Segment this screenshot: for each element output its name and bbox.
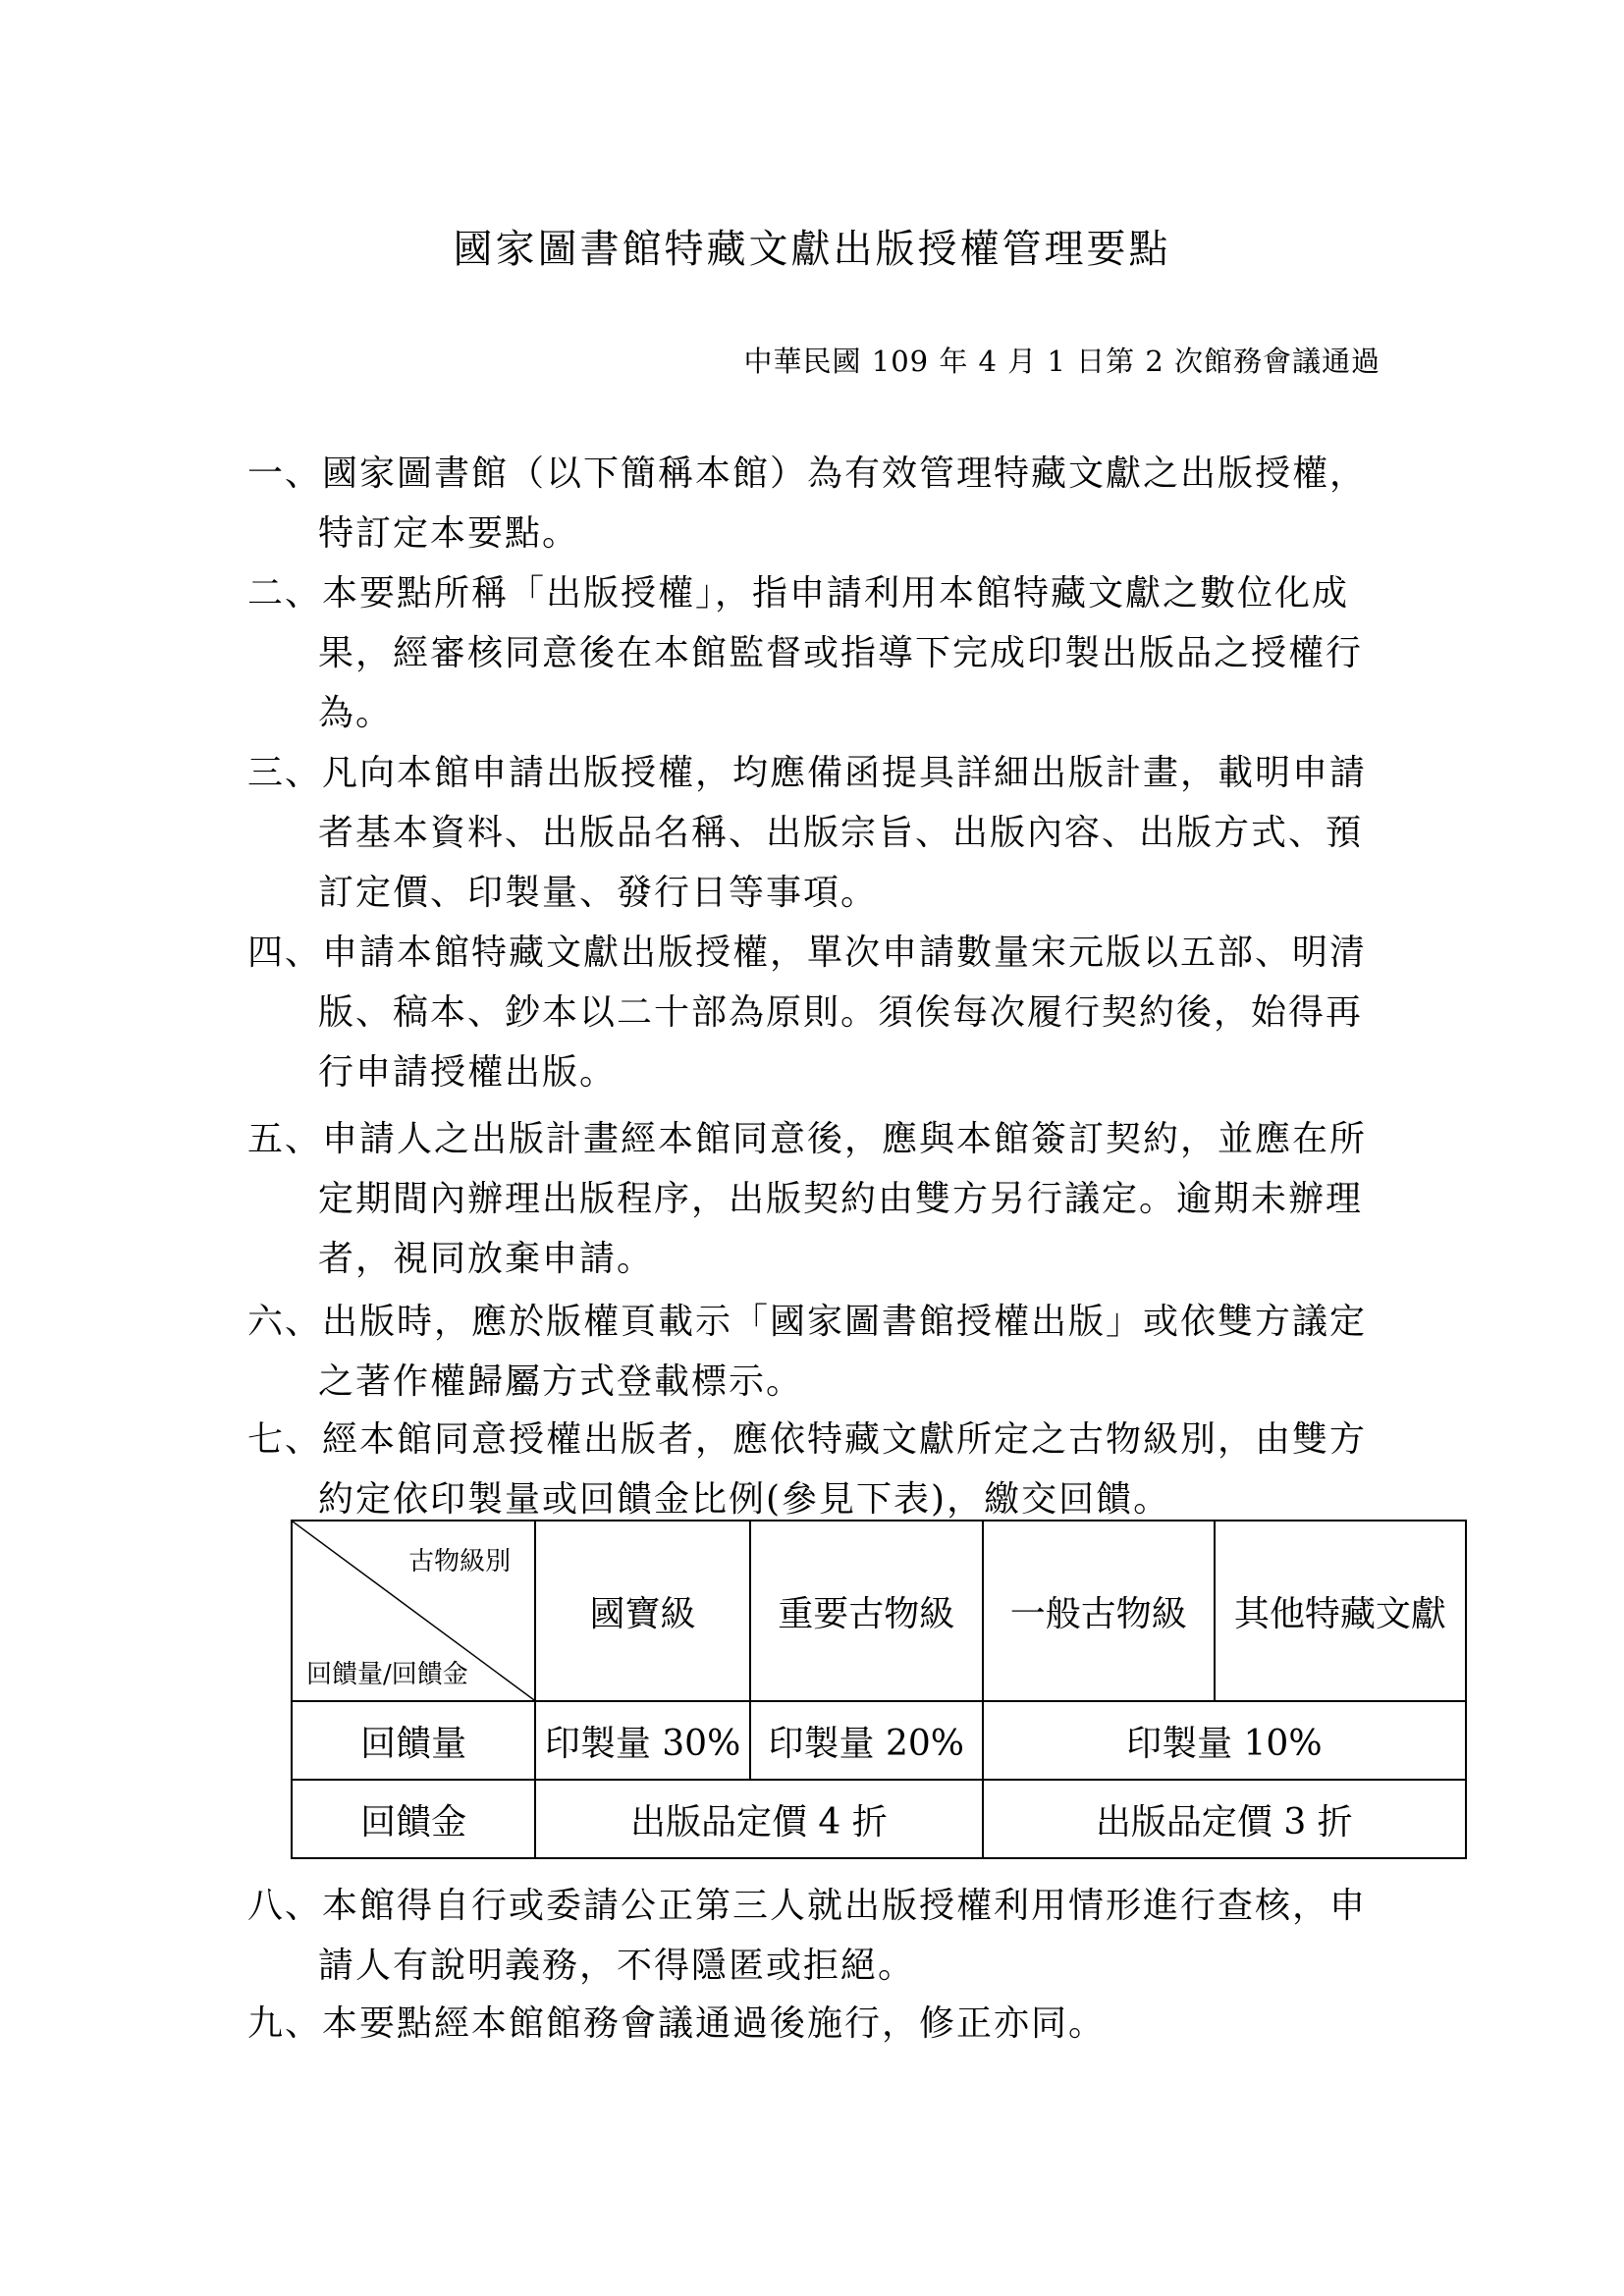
article-8 — [247, 1876, 1386, 1996]
article-line: 六、出版時，應於版權頁載示「國家圖書館授權出版」或依雙方議定 — [247, 1302, 1368, 1342]
article-line: 三、凡向本館申請出版授權，均應備函提具詳細出版計畫，載明申請 — [247, 753, 1368, 793]
article-line: 二、本要點所稱「出版授權」，指申請利用本館特藏文獻之數位化成 — [247, 573, 1350, 614]
article-2 — [247, 563, 1386, 743]
article-line: 行申請授權出版。 — [318, 1052, 618, 1093]
article-line: 訂定價、印製量、發行日等事項。 — [318, 873, 879, 913]
article-5 — [247, 1109, 1386, 1289]
article-9 — [247, 1994, 1386, 2054]
table-corner-cell — [292, 1521, 535, 1701]
cell-fee-national-important: 出版品定價 4 折 — [535, 1780, 982, 1858]
article-1 — [247, 444, 1386, 563]
article-4 — [247, 923, 1386, 1102]
article-line: 五、申請人之出版計畫經本館同意後，應與本館簽訂契約，並應在所 — [247, 1119, 1368, 1159]
article-line: 九、本要點經本館館務會議通過後施行，修正亦同。 — [247, 2003, 1107, 2044]
cell-fee-general-other: 出版品定價 3 折 — [983, 1780, 1466, 1858]
article-line: 之著作權歸屬方式登載標示。 — [318, 1362, 804, 1402]
feedback-table — [291, 1520, 1467, 1859]
row-label-fee: 回饋金 — [292, 1780, 535, 1858]
header-general-antiquity: 一般古物級 — [983, 1521, 1215, 1701]
article-line: 者基本資料、出版品名稱、出版宗旨、出版內容、出版方式、預 — [318, 813, 1364, 853]
article-line: 為。 — [318, 693, 394, 733]
article-line: 者，視同放棄申請。 — [318, 1239, 655, 1279]
article-line: 四、申請本館特藏文獻出版授權，單次申請數量宋元版以五部、明清 — [247, 933, 1368, 973]
header-national-treasure: 國寶級 — [535, 1521, 750, 1701]
cell-quantity-general-other: 印製量 10% — [983, 1701, 1466, 1780]
article-line: 一、國家圖書館（以下簡稱本館）為有效管理特藏文獻之出版授權， — [247, 454, 1368, 494]
article-line: 特訂定本要點。 — [318, 513, 580, 554]
header-other-collection: 其他特藏文獻 — [1215, 1521, 1466, 1701]
article-line: 果，經審核同意後在本館監督或指導下完成印製出版品之授權行 — [318, 633, 1364, 673]
header-important-antiquity: 重要古物級 — [750, 1521, 983, 1701]
article-line: 請人有說明義務，不得隱匿或拒絕。 — [318, 1946, 916, 1986]
cell-quantity-national: 印製量 30% — [535, 1701, 750, 1780]
row-label-quantity: 回饋量 — [292, 1701, 535, 1780]
article-line: 七、經本館同意授權出版者，應依特藏文獻所定之古物級別，由雙方 — [247, 1419, 1368, 1460]
table-row — [292, 1780, 1466, 1858]
article-7 — [247, 1410, 1386, 1529]
table-header-row — [292, 1521, 1466, 1701]
corner-label-grade: 古物級別 — [408, 1547, 512, 1576]
article-line: 定期間內辦理出版程序，出版契約由雙方另行議定。逾期未辦理 — [318, 1179, 1364, 1219]
article-line: 八、本館得自行或委請公正第三人就出版授權利用情形進行查核，申 — [247, 1886, 1368, 1926]
article-line: 約定依印製量或回饋金比例(參見下表)，繳交回饋。 — [318, 1479, 1171, 1520]
table-row — [292, 1701, 1466, 1780]
article-3 — [247, 743, 1386, 923]
corner-label-feedback: 回饋量/回饋金 — [306, 1660, 468, 1689]
article-line: 版、稿本、鈔本以二十部為原則。須俟每次履行契約後，始得再 — [318, 992, 1364, 1033]
approval-note: 中華民國 109 年 4 月 1 日第 2 次館務會議通過 — [743, 345, 1380, 378]
article-6 — [247, 1292, 1386, 1412]
page-title: 國家圖書館特藏文獻出版授權管理要點 — [453, 227, 1171, 272]
cell-quantity-important: 印製量 20% — [750, 1701, 983, 1780]
